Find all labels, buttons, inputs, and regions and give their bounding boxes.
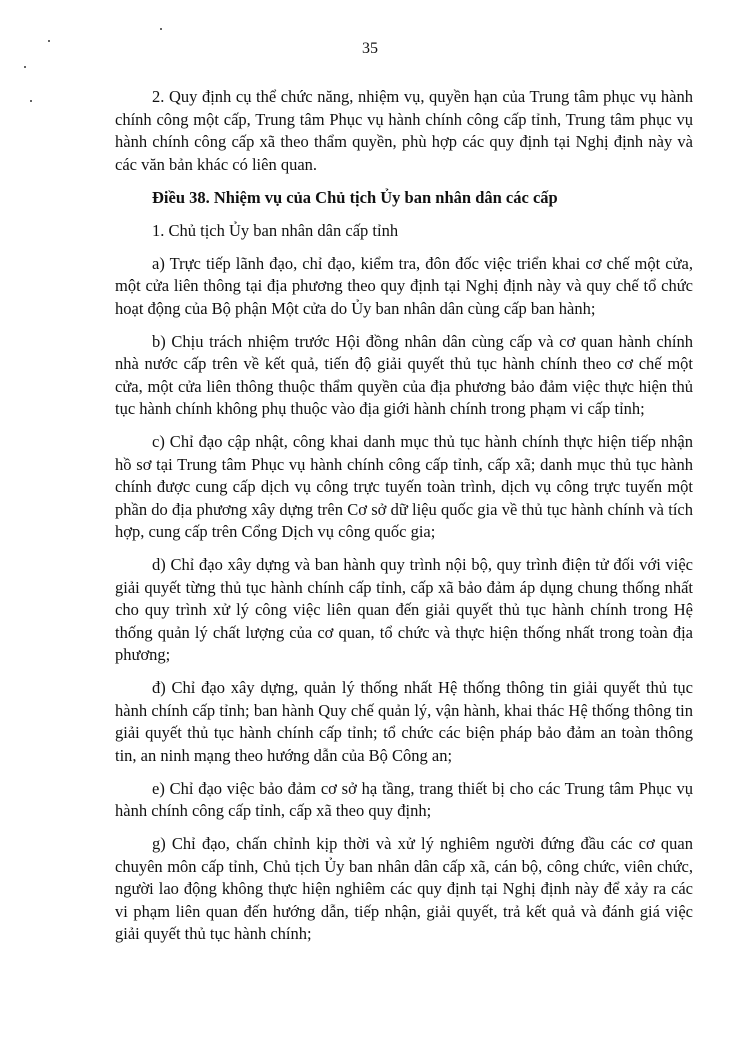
paragraph-item-e: e) Chỉ đạo việc bảo đảm cơ sở hạ tầng, trang thiết bị cho các Trung tâm Phục vụ hành chính công cấp tỉnh, cấp xã theo quy định; [115,778,693,820]
paragraph-item-b: b) Chịu trách nhiệm trước Hội đồng nhân dân cùng cấp và cơ quan hành chính nhà nước cấp trên về kết quả, tiến độ giải quyết thủ tục hành chính theo cơ chế một cửa, một cửa liên thông thuộc thẩm quyền của địa phương bảo đảm việc thực hiện thủ tục hành chính không phụ thuộc vào địa giới hành chính trong phạm vi cấp tỉnh; [115,331,693,418]
paragraph-item-d: d) Chỉ đạo xây dựng và ban hành quy trình nội bộ, quy trình điện tử đối với việc giải quyết từng thủ tục hành chính cấp tỉnh, cấp xã bảo đảm áp dụng chung thống nhất cho quy trình xử lý công việc liên quan đến giải quyết thủ tục hành chính trong Hệ thống quản lý chất lượng của cơ quan, tổ chức và thực hiện thống nhất trong toàn địa phương; [115,555,693,664]
article-38-heading: Điều 38. Nhiệm vụ của Chủ tịch Ủy ban nhân dân các cấp [152,187,558,207]
scan-speck [24,66,26,68]
scan-speck [160,28,162,30]
paragraph-item-a: a) Trực tiếp lãnh đạo, chỉ đạo, kiểm tra, đôn đốc việc triển khai cơ chế một cửa, một cửa liên thông tại địa phương theo quy định tại Nghị định này và quy chế tổ chức hoạt động của Bộ phận Một cửa do Ủy ban nhân dân cùng cấp ban hành; [115,253,693,318]
paragraph-clause-2: 2. Quy định cụ thể chức năng, nhiệm vụ, quyền hạn của Trung tâm phục vụ hành chính công một cấp, Trung tâm Phục vụ hành chính công cấp tỉnh, Trung tâm phục vụ hành chính công cấp xã theo thẩm quyền, phù hợp các quy định tại Nghị định này và các văn bản khác có liên quan. [115,87,693,174]
page-number: 35 [362,40,378,57]
clause-1-heading: 1. Chủ tịch Ủy ban nhân dân cấp tỉnh [152,220,399,240]
paragraph-item-dd: đ) Chỉ đạo xây dựng, quản lý thống nhất Hệ thống thông tin giải quyết thủ tục hành chính cấp tỉnh; ban hành Quy chế quản lý, vận hành, khai thác Hệ thống thông tin giải quyết thủ tục hành chính cấp tỉnh; tổ chức các biện pháp bảo đảm an toàn thông tin, an ninh mạng theo hướng dẫn của Bộ Công an; [115,678,693,765]
paragraph-item-g: g) Chỉ đạo, chấn chỉnh kịp thời và xử lý nghiêm người đứng đầu các cơ quan chuyên môn cấp tỉnh, Chủ tịch Ủy ban nhân dân cấp xã, cán bộ, công chức, viên chức, người lao động không thực hiện nghiêm các quy định tại Nghị định này để xảy ra các vi phạm liên quan đến hướng dẫn, tiếp nhận, giải quyết, trả kết quả và đánh giá việc giải quyết thủ tục hành chính; [115,834,693,943]
scan-speck [30,100,32,102]
paragraph-item-c: c) Chỉ đạo cập nhật, công khai danh mục thủ tục hành chính thực hiện tiếp nhận hồ sơ tại Trung tâm Phục vụ hành chính công cấp tỉnh, cấp xã; danh mục thủ tục hành chính được cung cấp dịch vụ công trực tuyến toàn trình, dịch vụ công trực tuyến một phần do địa phương xây dựng trên Cơ sở dữ liệu quốc gia về thủ tục hành chính và tích hợp, cung cấp trên Cổng Dịch vụ công quốc gia; [115,432,693,541]
document-body [115,86,693,956]
